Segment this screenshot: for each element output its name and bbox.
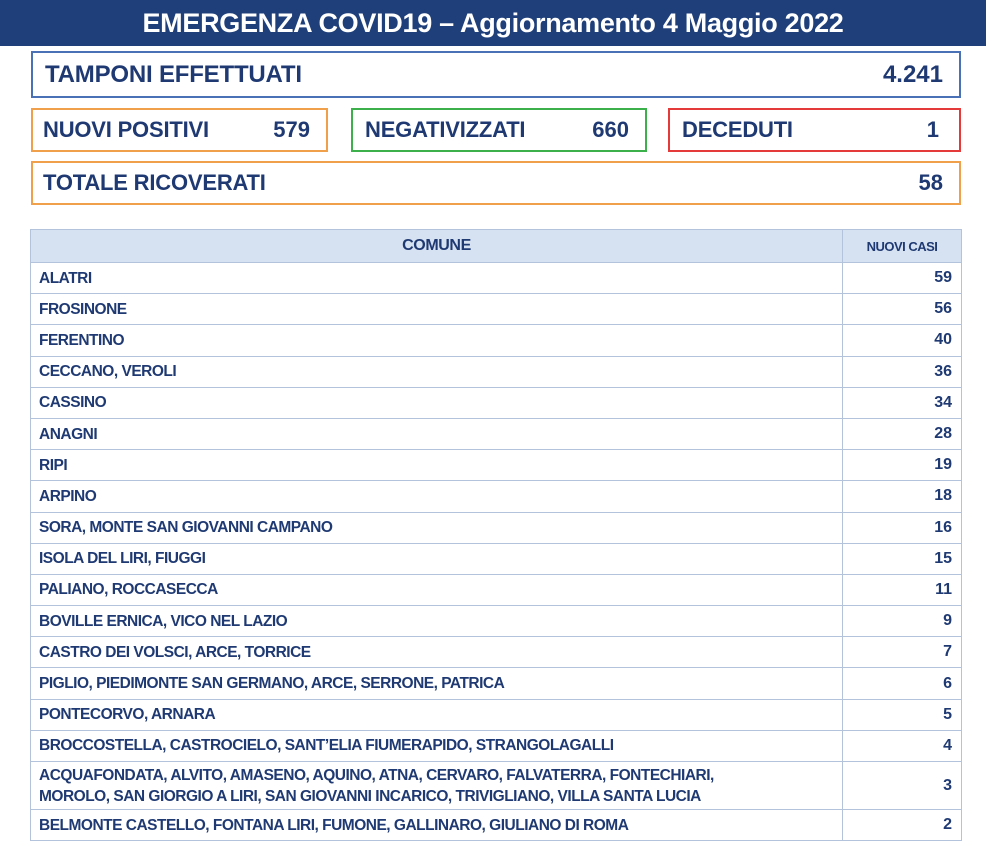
comune-cell: ALATRI (31, 263, 843, 294)
tamponi-box (31, 51, 961, 98)
casi-cell: 2 (843, 810, 962, 841)
casi-cell: 56 (843, 294, 962, 325)
table-row (31, 418, 962, 449)
table-row (31, 810, 962, 841)
ricoverati-box (31, 161, 961, 205)
casi-cell: 16 (843, 512, 962, 543)
ricoverati-label: TOTALE RICOVERATI (43, 170, 266, 195)
deceduti-value: 1 (926, 117, 939, 142)
negativizzati-label: NEGATIVIZZATI (365, 117, 526, 142)
comune-cell: PONTECORVO, ARNARA (31, 699, 843, 730)
table-row (31, 356, 962, 387)
comune-cell: ANAGNI (31, 418, 843, 449)
title-banner (0, 0, 986, 46)
casi-cell: 3 (843, 762, 962, 810)
casi-cell: 11 (843, 574, 962, 605)
comune-cell: PALIANO, ROCCASECCA (31, 574, 843, 605)
casi-cell: 19 (843, 450, 962, 481)
comune-cell: FROSINONE (31, 294, 843, 325)
comune-cell: CASTRO DEI VOLSCI, ARCE, TORRICE (31, 637, 843, 668)
table-row (31, 699, 962, 730)
table-row (31, 606, 962, 637)
casi-cell: 34 (843, 387, 962, 418)
comune-cell: BELMONTE CASTELLO, FONTANA LIRI, FUMONE, GALLINARO, GIULIANO DI ROMA (31, 810, 843, 841)
positivi-label: NUOVI POSITIVI (43, 117, 209, 142)
comune-cell: SORA, MONTE SAN GIOVANNI CAMPANO (31, 512, 843, 543)
table-row (31, 730, 962, 761)
casi-cell: 36 (843, 356, 962, 387)
tamponi-value: 4.241 (882, 60, 943, 88)
casi-cell: 7 (843, 637, 962, 668)
casi-cell: 4 (843, 730, 962, 761)
comune-cell: FERENTINO (31, 325, 843, 356)
table-row (31, 762, 962, 810)
comuni-table (30, 229, 962, 841)
ricoverati-value: 58 (918, 170, 943, 195)
comune-cell: RIPI (31, 450, 843, 481)
comune-line: ACQUAFONDATA, ALVITO, AMASENO, AQUINO, ATNA, CERVARO, FALVATERRA, FONTECHIARI, (39, 766, 714, 784)
comune-cell: ISOLA DEL LIRI, FIUGGI (31, 543, 843, 574)
casi-cell: 40 (843, 325, 962, 356)
column-header-comune: COMUNE (31, 230, 843, 263)
negativizzati-box (351, 108, 647, 152)
table-row (31, 481, 962, 512)
comune-cell: BOVILLE ERNICA, VICO NEL LAZIO (31, 606, 843, 637)
comune-cell: CECCANO, VEROLI (31, 356, 843, 387)
positivi-value: 579 (273, 117, 310, 142)
table-row (31, 263, 962, 294)
table-row (31, 450, 962, 481)
comune-cell: ARPINO (31, 481, 843, 512)
casi-cell: 9 (843, 606, 962, 637)
table-row (31, 294, 962, 325)
table-row (31, 668, 962, 699)
comune-cell: CASSINO (31, 387, 843, 418)
page-title: EMERGENZA COVID19 – Aggiornamento 4 Maggio 2022 (142, 7, 844, 38)
deceduti-box (668, 108, 961, 152)
table-row (31, 637, 962, 668)
comune-cell (31, 762, 843, 810)
table-row (31, 512, 962, 543)
comune-line: MOROLO, SAN GIORGIO A LIRI, SAN GIOVANNI INCARICO, TRIVIGLIANO, VILLA SANTA LUCIA (39, 787, 701, 805)
casi-cell: 18 (843, 481, 962, 512)
column-header-nuovi-casi: NUOVI CASI (843, 230, 962, 263)
casi-cell: 59 (843, 263, 962, 294)
tamponi-label: TAMPONI EFFETTUATI (45, 60, 302, 88)
comune-cell: PIGLIO, PIEDIMONTE SAN GERMANO, ARCE, SERRONE, PATRICA (31, 668, 843, 699)
table-row (31, 325, 962, 356)
casi-cell: 15 (843, 543, 962, 574)
casi-cell: 6 (843, 668, 962, 699)
table-row (31, 543, 962, 574)
table-row (31, 387, 962, 418)
deceduti-label: DECEDUTI (682, 117, 793, 142)
negativizzati-value: 660 (592, 117, 629, 142)
casi-cell: 28 (843, 418, 962, 449)
table-row (31, 574, 962, 605)
comune-cell: BROCCOSTELLA, CASTROCIELO, SANT’ELIA FIUMERAPIDO, STRANGOLAGALLI (31, 730, 843, 761)
casi-cell: 5 (843, 699, 962, 730)
positivi-box (31, 108, 328, 152)
